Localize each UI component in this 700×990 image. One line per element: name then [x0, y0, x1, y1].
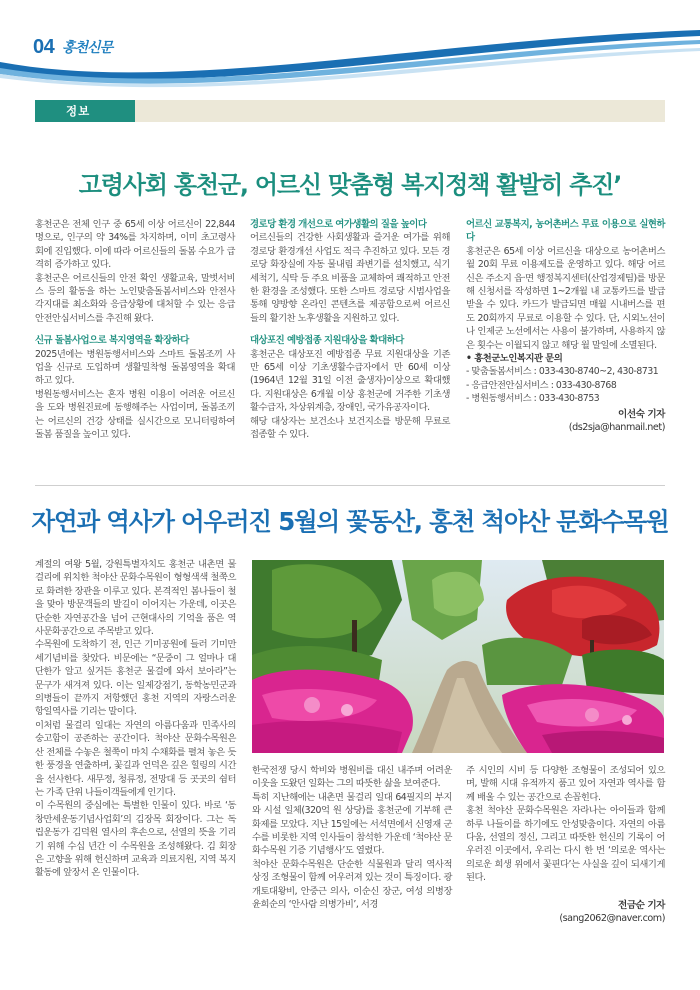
paragraph: 홍천군은 어르신들의 안전 확인 생활교육, 말벗서비스 등의 활동을 하는 노인맞춤돌봄서비스와 안전사각지대를 최소화와 응급상황에 대처할 수 있는 응급안전안심서비스를 추진해 왔다. — [35, 272, 235, 324]
inquiry-line: - 맞춤돌봄서비스 : 033-430-8740~2, 430-8731 — [466, 366, 659, 378]
section-tag — [35, 100, 135, 122]
paragraph: 홍천군은 전체 인구 중 65세 이상 어르신이 22,844명으로, 인구의 약 34%를 차지하며, 이미 초고령사회에 진입했다. 이에 따라 어르신들의 돌봄 수요가 급격히 증가하고 있다. — [35, 219, 235, 271]
section-label: 정보 — [66, 104, 91, 118]
paragraph: 척야산 문화수목원은 단순한 식물원과 달리 역사적 상징 조형물이 함께 어우러져 있는 것이 특징이다. 광개토대왕비, 안중근 의사, 이순신 장군, 여성 의병장 윤희순의 ‘안사람 의병가비’, 서경 — [252, 858, 452, 911]
reporter-name: 전금순 기자 — [618, 899, 665, 911]
article2-column-2 — [252, 764, 452, 911]
paragraph: 계절의 여왕 5월, 강원특별자치도 홍천군 내촌면 물걸리에 위치한 척야산 문화수목원이 형형색색 철쭉으로 화려한 장관을 이루고 있다. 본격적인 봄나들이 철을 맞아 방문객들의 발길이 이어지는 가운데, 이곳은 단순한 자연공간을 넘어 근현대사의 기억을 품은 역사문화공간으로 주목받고 있다. — [35, 559, 236, 638]
article1-column-1 — [35, 218, 235, 442]
article2-column-1 — [35, 558, 236, 880]
article2-headline: 자연과 역사가 어우러진 5월의 꽃동산, 홍천 척야산 문화수목원 — [31, 507, 669, 536]
page-header — [0, 0, 700, 90]
subheading: 신규 돌봄사업으로 복지영역을 확장하다 — [35, 335, 189, 347]
subheading: 어르신 교통복지, 농어촌버스 무료 이용으로 실현하다 — [466, 219, 665, 244]
section-bar — [35, 100, 665, 122]
subheading: 대상포진 예방접종 지원대상을 확대하다 — [250, 335, 404, 347]
newspaper-name-logo: 홍천신문 — [62, 40, 113, 56]
paragraph: 어르신들의 건강한 사회생활과 즐거운 여가를 위해 경로당 환경개선 사업도 적극 추진하고 있다. 모든 경로당 화장실에 자동 물내림 좌변기를 설치했고, 식기세척기, 식탁 등 주요 비품을 교체하여 쾌적하고 안전한 환경을 조성했다. 또한 스마트 경로당 시범사업을 통해 양방향 온라인 콘텐츠를 제공함으로써 어르신들의 활기찬 노후생활을 지원하고 있다. — [250, 232, 450, 324]
paragraph: 한국전쟁 당시 학비와 병원비를 대신 내주며 어려운 이웃을 도왔던 일화는 그의 따뜻한 삶을 보여준다. — [252, 765, 452, 790]
article2-column-3 — [466, 764, 665, 925]
paragraph: 특히 지난해에는 내촌면 물걸리 일대 64필지의 부지와 시설 일체(320억 원 상당)를 홍천군에 기부해 큰 화제를 모았다. 지난 15일에는 서석면에서 신영재 군수를 비롯한 지역 인사들이 참석한 가운데 ‘척야산 문화수목원 기증 기념행사’도 열렸다. — [252, 791, 452, 857]
inquiry-title: • 홍천군노인복지관 문의 — [466, 353, 563, 365]
reporter-name: 이선숙 기자 — [618, 408, 665, 420]
page-number: 04 — [33, 36, 55, 58]
paragraph: 병원동행서비스는 혼자 병원 이용이 어려운 어르신을 도와 병원진료에 동행해주는 사업이며, 돌봄조끼는 어르신의 건강 상태를 실시간으로 모니터링하여 돌봄 품질을 높이고 있다. — [35, 388, 235, 441]
inquiry-line: - 응급안전안심서비스 : 033-430-8768 — [466, 379, 617, 391]
paragraph: 홍천군은 65세 이상 어르신을 대상으로 농어촌버스 월 20회 무료 이용제도를 운영하고 있다. 해당 어르신은 주소지 읍·면 행정복지센터(산업경제팀)를 방문해 신청서를 작성하면 1~2개월 내 교통카드를 발급받을 수 있다. 카드가 발급되면 매월 시내버스를 편도 20회까지 무료로 이용할 수 있다. 단, 시외노선이나 인제군 노선에서는 사용이 불가하며, 사용하지 않은 횟수는 이월되지 않고 해당 월 말일에 소멸된다. — [466, 245, 665, 351]
paragraph: 수목원에 도착하기 전, 인근 기미공원에 들러 기미만세기념비를 찾았다. 비문에는 “문중이 그 얼마나 대단한가 알고 싶거든 홍천군 물걸에 와서 보아라”는 문구가 새겨져 있다. 이는 일제강점기, 동학농민군과 의병들이 끝까지 저항했던 홍천 지역의 자랑스러운 항일역사를 기리는 말이다. — [35, 639, 236, 718]
paragraph: 해당 대상자는 보건소나 보건지소를 방문해 무료로 접종할 수 있다. — [250, 415, 450, 441]
paragraph: 이 수목원의 중심에는 특별한 인물이 있다. 바로 ‘동창만세운동기념사업회’의 김장목 회장이다. 그는 독립운동가 김덕원 열사의 후손으로, 선열의 뜻을 기리기 위해 수십 년간 이 수목원을 조성해왔다. 김 회장은 고향을 위해 헌신하며 교육과 의료지원, 지역 복지 활동에 앞장서 온 인물이다. — [35, 800, 236, 879]
paragraph: 주 시인의 시비 등 다양한 조형물이 조성되어 있으며, 발해 시대 유적까지 품고 있어 자연과 역사를 함께 배울 수 있는 공간으로 손꼽힌다. — [466, 765, 665, 803]
article-divider — [35, 485, 665, 486]
inquiry-line: - 병원동행서비스 : 033-430-8753 — [466, 393, 600, 405]
article1-headline: 고령사회 홍천군, 어르신 맞춤형 복지정책 활발히 추진’ — [78, 171, 622, 199]
reporter-email: (ds2sja@hanmail.net) — [568, 422, 665, 434]
article1-column-2 — [250, 218, 450, 442]
paragraph: 2025년에는 병원동행서비스와 스마트 돌봄조끼 사업을 신규로 도입하며 생활밀착형 돌봄영역을 확대하고 있다. — [35, 348, 235, 387]
reporter-email: (sang2062@naver.com) — [559, 913, 665, 925]
azalea-garden-photo — [252, 560, 664, 753]
subheading: 경로당 환경 개선으로 여가생활의 질을 높이다 — [250, 219, 427, 230]
article1-column-3 — [466, 218, 665, 435]
paragraph: 이처럼 물걸리 일대는 자연의 아름다움과 민족사의 숭고함이 공존하는 공간이다. 척야산 문화수목원은 산 전체를 수놓은 철쭉이 마치 수채화를 펼쳐 놓은 듯한 풍경을 연출하며, 꽃길과 언덕은 깊은 힐링의 시간을 선사한다. 새무정, 청류정, 전망대 등 곳곳의 쉼터는 가족 단위 나들이객들에게 인기다. — [35, 719, 236, 798]
paragraph: 홍천 척야산 문화수목원은 자라나는 아이들과 함께 하루 나들이를 하기에도 안성맞춤이다. 자연의 아름다움, 선열의 정신, 그리고 따뜻한 헌신의 기록이 어우러진 이곳에서, 우리는 다시 한 번 ‘의로운 역사는 의로운 희생 위에서 꽃핀다’는 사실을 깊이 되새기게 된다. — [466, 805, 665, 884]
paragraph: 홍천군은 대상포진 예방접종 무료 지원대상을 기존 만 65세 이상 기초생활수급자에서 만 60세 이상(1964년 12월 31일 이전 출생자)이상으로 확대했다. 지원대상은 6개월 이상 홍천군에 거주한 기초생활수급자, 차상위계층, 장애인, 국가유공자이다. — [250, 348, 450, 414]
